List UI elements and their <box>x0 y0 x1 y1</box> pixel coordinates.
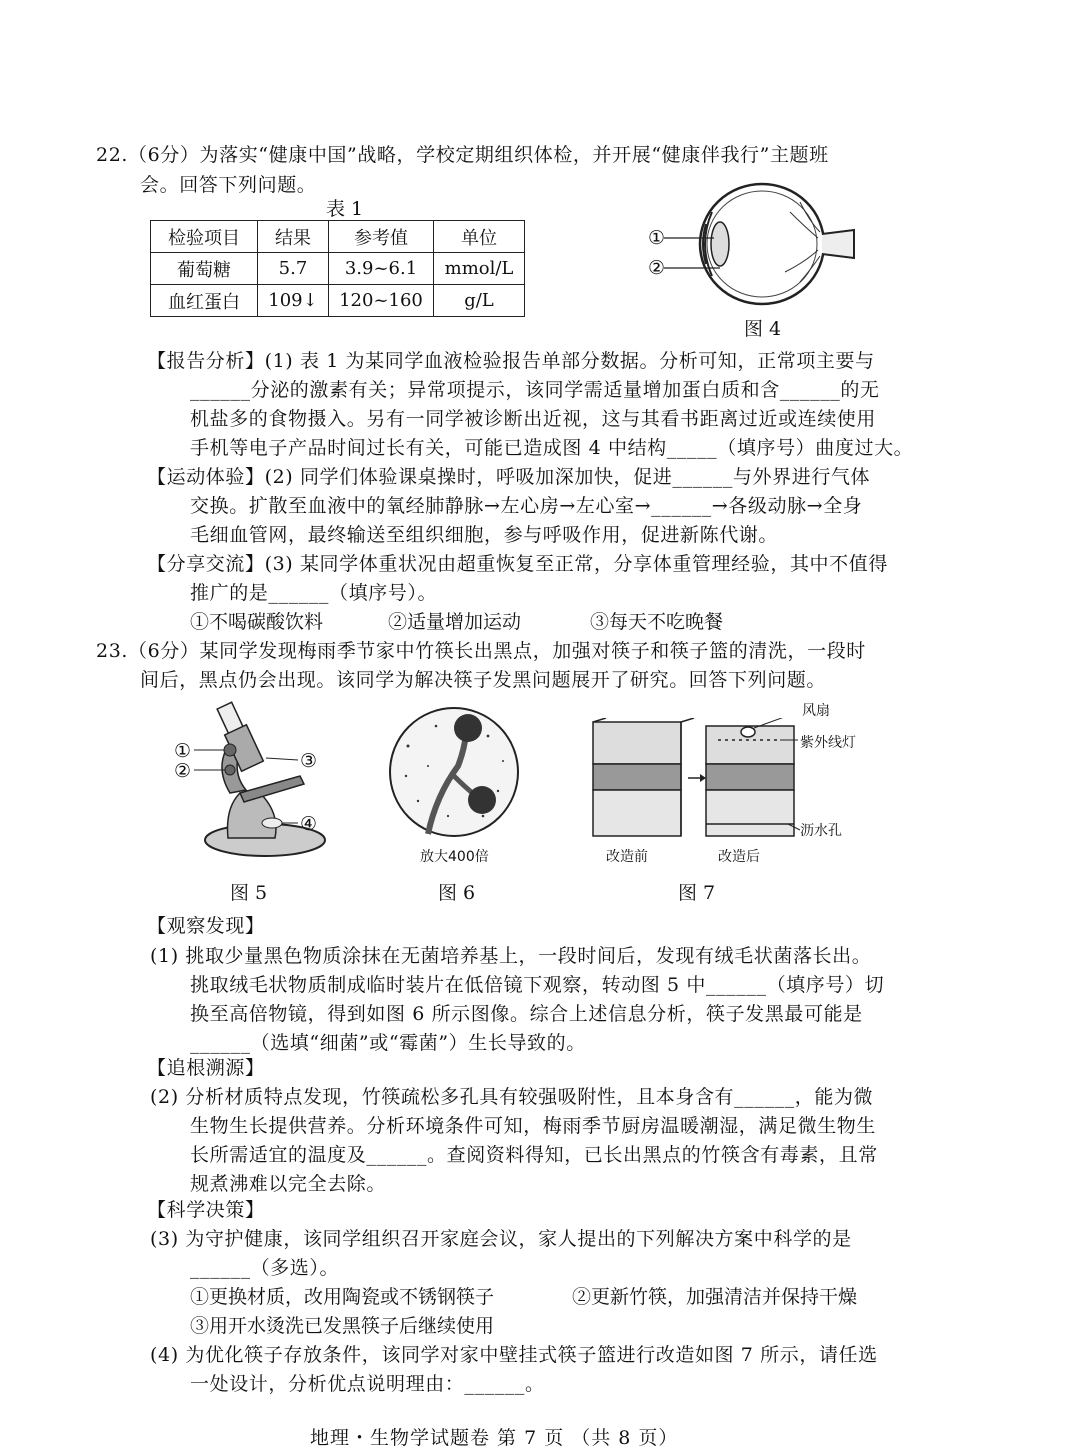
q23-part1-line4: ______（选填“细菌”或“霉菌”）生长导致的。 <box>190 1032 586 1054</box>
fig5-label-2: ② <box>174 760 192 782</box>
q23-part3-line1: (3) 为守护健康，该同学组织召开家庭会议，家人提出的下列解决方案中科学的是 <box>150 1228 852 1250</box>
q22-part1-line2: ______分泌的激素有关；异常项提示，该同学需适量增加蛋白质和含______的无 <box>190 379 880 401</box>
q23-section1-heading: 【观察发现】 <box>147 915 265 937</box>
q23-stem-line2: 间后，黑点仍会出现。该同学为解决筷子发黑问题展开了研究。回答下列问题。 <box>140 669 827 691</box>
q22-part1-line1: 【报告分析】(1) 表 1 为某同学血液检验报告单部分数据。分析可知，正常项主要与 <box>147 350 875 372</box>
fig5-label-4: ④ <box>300 813 318 835</box>
q22-option-2: ②适量增加运动 <box>388 611 522 633</box>
table-cell: 血红蛋白 <box>151 285 258 317</box>
table1 <box>150 220 525 317</box>
q23-part4-line2: 一处设计，分析优点说明理由：______。 <box>190 1373 545 1395</box>
q23-section2-heading: 【追根溯源】 <box>147 1057 265 1079</box>
q22-part2-line3: 毛细血管网，最终输送至组织细胞，参与呼吸作用，促进新陈代谢。 <box>190 524 779 546</box>
table-header-row <box>151 221 525 253</box>
q23-option-1: ①更换材质，改用陶瓷或不锈钢筷子 <box>190 1286 495 1308</box>
q22-stem-line2: 会。回答下列问题。 <box>140 174 317 196</box>
q22-option-3: ③每天不吃晚餐 <box>590 611 724 633</box>
table-header-cell: 单位 <box>434 221 525 253</box>
q22-option-1: ①不喝碳酸饮料 <box>190 611 324 633</box>
q23-part1-line1: (1) 挑取少量黑色物质涂抹在无菌培养基上，一段时间后，发现有绒毛状菌落长出。 <box>150 945 872 967</box>
table-cell: 葡萄糖 <box>151 253 258 285</box>
fig6-magnification: 放大400倍 <box>420 849 489 865</box>
q23-stem-line1: 23.（6分）某同学发现梅雨季节家中竹筷长出黑点，加强对筷子和筷子篮的清洗，一段时 <box>96 640 866 662</box>
fig4-label-2: ② <box>648 257 666 279</box>
q22-part1-line3: 机盐多的食物摄入。另有一同学被诊断出近视，这与其看书距离过近或连续使用 <box>190 408 877 430</box>
table-cell: 120~160 <box>329 285 434 317</box>
mold-micrograph <box>388 706 520 838</box>
q23-section3-heading: 【科学决策】 <box>147 1199 265 1221</box>
q23-part2-line4: 规煮沸难以完全去除。 <box>190 1173 387 1195</box>
q22-part2-line2: 交换。扩散至血液中的氧经肺静脉→左心房→左心室→______→各级动脉→全身 <box>190 495 863 517</box>
q23-part3-line2: ______（多选）。 <box>190 1257 340 1279</box>
fig7-before-label: 改造前 <box>606 849 648 865</box>
fig7-fan-label: 风扇 <box>802 703 830 719</box>
table-cell: g/L <box>434 285 525 317</box>
q23-part1-line3: 换至高倍物镜，得到如图 6 所示图像。综合上述信息分析，筷子发黑最可能是 <box>190 1003 863 1025</box>
q22-part3-line1: 【分享交流】(3) 某同学体重状况由超重恢复至正常，分享体重管理经验，其中不值得 <box>147 553 888 575</box>
q22-stem-line1: 22.（6分）为落实“健康中国”战略，学校定期组织体检，并开展“健康伴我行”主题班 <box>96 144 829 166</box>
fig7-after-label: 改造后 <box>718 849 760 865</box>
q23-part2-line2: 生物生长提供营养。分析环境条件可知，梅雨季节厨房温暖潮湿，满足微生物生 <box>190 1115 877 1137</box>
table-cell: 5.7 <box>258 253 329 285</box>
q23-option-3: ③用开水烫洗已发黑筷子后继续使用 <box>190 1315 495 1337</box>
basket-diagram <box>588 718 803 840</box>
q23-part2-line1: (2) 分析材质特点发现，竹筷疏松多孔具有较强吸附性，且本身含有______，能为微 <box>150 1086 874 1108</box>
table-header-cell: 检验项目 <box>151 221 258 253</box>
table1-title: 表 1 <box>326 198 364 220</box>
eye-diagram <box>640 172 860 322</box>
fig4-caption: 图 4 <box>744 318 782 340</box>
q22-part1-line4: 手机等电子产品时间过长有关，可能已造成图 4 中结构_____（填序号）曲度过大。 <box>190 437 914 459</box>
q22-part2-line1: 【运动体验】(2) 同学们体验课桌操时，呼吸加深加快，促进______与外界进行气体 <box>147 466 871 488</box>
q23-part4-line1: (4) 为优化筷子存放条件，该同学对家中壁挂式筷子篮进行改造如图 7 所示，请任选 <box>150 1344 878 1366</box>
fig6-caption: 图 6 <box>438 882 476 904</box>
table-cell: mmol/L <box>434 253 525 285</box>
table-row <box>151 285 525 317</box>
page-footer: 地理・生物学试题卷 第 7 页 （共 8 页） <box>310 1427 679 1449</box>
fig4-label-1: ① <box>648 227 666 249</box>
fig5-label-1: ① <box>174 740 192 762</box>
q22-part3-line2: 推广的是______（填序号）。 <box>190 582 438 604</box>
table-row <box>151 253 525 285</box>
table-cell: 109↓ <box>258 285 329 317</box>
fig7-drain-hole-label: 沥水孔 <box>800 823 842 839</box>
microscope-diagram <box>170 698 340 863</box>
fig5-label-3: ③ <box>300 750 318 772</box>
q23-option-2: ②更新竹筷，加强清洁并保持干燥 <box>572 1286 858 1308</box>
table-header-cell: 参考值 <box>329 221 434 253</box>
table-header-cell: 结果 <box>258 221 329 253</box>
table-cell: 3.9~6.1 <box>329 253 434 285</box>
fig7-uv-lamp-label: 紫外线灯 <box>800 735 856 751</box>
q23-part2-line3: 长所需适宜的温度及______。查阅资料得知，已长出黑点的竹筷含有毒素，且常 <box>190 1144 878 1166</box>
fig5-caption: 图 5 <box>230 882 268 904</box>
fig7-caption: 图 7 <box>678 882 716 904</box>
q23-part1-line2: 挑取绒毛状物质制成临时装片在低倍镜下观察，转动图 5 中______（填序号）切 <box>190 974 885 996</box>
